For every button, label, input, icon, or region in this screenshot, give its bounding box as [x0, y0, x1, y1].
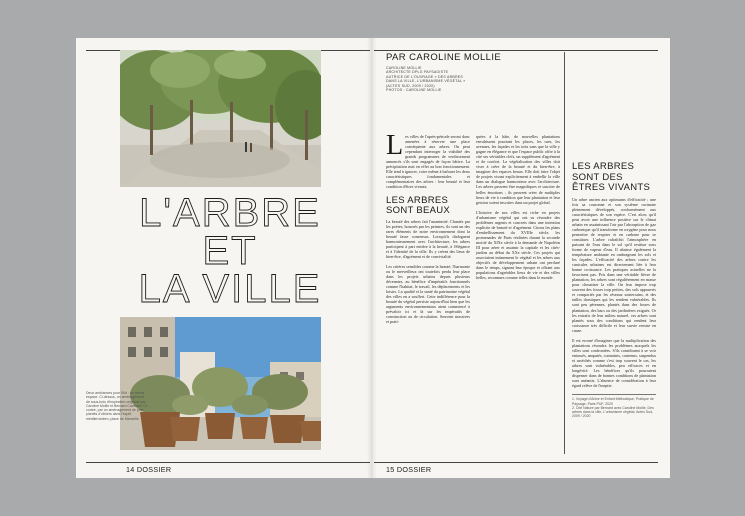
magazine-spread — [76, 38, 670, 478]
subheading-beauty: LES ARBRES SONT BEAUX — [386, 194, 451, 216]
page-folio-left: 14 DOSSIER — [126, 465, 172, 474]
bottom-rule — [86, 462, 370, 463]
column-1 — [386, 134, 470, 454]
top-rule-right — [374, 50, 658, 51]
paragraph: Les critères sensibles comme la beauté, l'harmonie ou le merveilleux ont toutefois perdu leur place dans les projets urbains depuis plusieurs décennies, au bénéfice d'impératifs fonctionnels comme l'habitat, le travail, les déplacements et les loisirs. La qualité et la santé du patrimoine végétal des villes en a souffert. Cette indifférence pour la beauté du végétal persiste aujourd'hui bien que les arguments environnementaux aient commencé à prévaloir ici et là sur les impératifs de construction ou de circulation. Souvent massives et prati- — [386, 263, 470, 325]
footnote: 2. Cité Nature par Bernard avec Caroline Mollie, Des arbres dans la ville, L'urbanisme végétal, Actes Sud, 2009 / 2020 — [572, 405, 654, 419]
column-divider — [564, 52, 565, 454]
paragraph: quées à la hâte, de nouvelles plantations envahissent pourtant les places, les rues, les avenues, les façades et les toits sans que la ville y gagne en élégance et que l'espace public offre à la cité ses véritables clefs, un supplément d'agrément et de confort. La végétalisation des villes doit viser à créer de la beauté et du bien-être, à imaginer des espaces beaux. Elle doit faire l'objet de projets visant explicitement à embellir la ville dans un dialogue harmonieux avec l'architecture. Les arbres peuvent être magnifiques et susciter de belles émotions ; ils peuvent créer de multiples lieux de vie à condition que leur plantation et leur gestion soient inscrites dans un projet global. — [476, 134, 560, 205]
credit-line: PHOTOS : CAROLINE MOLLIE — [386, 88, 442, 93]
title-line-3: LA VILLE — [138, 267, 322, 311]
column-3 — [572, 162, 656, 454]
title-line-1: L'ARBRE — [139, 191, 321, 235]
credit-line: (ACTES SUD, 2009 / 2020) — [386, 83, 435, 88]
intro-paragraph: es villes de l'après-période seront donc amenées à réserver une place conséquente aux arbres. On peut cependant interroger la viabilité des grands programmes de verdissement annoncés s'ils sont engagés de façon hâtive. La précipitation nuit en effet au bon fonctionnement. Elle tend à ignorer, voire même à bafouer les deux caractéristiques fondamentales et complémentaires des arbres : leur beauté et leur condition d'êtres vivants. — [386, 134, 470, 190]
credit-line: ARCHITECTE DPLG PAYSAGISTE — [386, 70, 449, 75]
footnote: 1. Voyage d'Arbre et Enfant Méthodique, Pratique de Paysage, Paris PUF, 2020 — [572, 397, 654, 406]
credit-line: CAROLINE MOLLIE — [386, 66, 422, 70]
left-page — [76, 38, 372, 478]
paragraph: L'histoire de nos villes est riche en projets d'urbanisme végétal qui ont su résoudre des problèmes urgents et concrets dans une intention explicite de beauté et d'agrément. Citons les plans d'embellissement du XVIIIe siècle, les promenades de Paris réalisées durant la seconde moitié du XIXe siècle à la demande de Napoléon III pour aérer et assainir la capitale et les cités-jardins au début du XXe siècle. Ces projets qui associaient intimement le végétal et les arbres aux objectifs de développement urbain ont perduré dans le temps, signant leur époque et offrant aux populations d'agréables lieux de vie et des villes belles, reconnues comme telles dans le monde. — [476, 209, 560, 281]
bottom-rule-right — [374, 462, 658, 463]
drop-cap: L — [386, 134, 404, 161]
right-page — [372, 38, 670, 478]
credit-line: AUTRICE DE L'OUVRAGE « DES ARBRES — [386, 74, 463, 79]
subheading-living: LES ARBRES SONT DES ÊTRES VIVANTS — [572, 162, 651, 193]
page-folio-right: 15 DOSSIER — [386, 465, 432, 474]
byline: PAR CAROLINE MOLLIE — [386, 52, 502, 63]
photo-tree-plaza — [120, 50, 321, 187]
article-title — [110, 191, 350, 311]
paragraph: La beauté des arbres fait l'unanimité. Chantés par les poètes, honorés par les peintres, ils sont un des rares éléments de notre environnement dont la beauté fasse consensus. Lorsqu'ils dialoguent harmonieusement avec l'architecture, les arbres participent à part entière à la beauté, à l'élégance et à l'identité de la ville. Ils y créent des lieux de bien-être, d'agrément et de convivialité. — [386, 218, 470, 259]
footnotes — [572, 394, 656, 418]
author-credits — [386, 66, 496, 96]
photo-caption: Deux ambiances pour l'ilôt : un même espace. Ci-dessus, un aménagement de sous-bois d'inspiration végétale par Caroline Mollie et Bernard Cavenne. Ci-contre, par un aménagement de pots plantés d'oliviers dans l'esprit méditerranéen, place de Marseille. — [86, 391, 148, 421]
paragraph: Un arbre ancien aux optimums d'efficacité ; une fois sa couronne et son système racinaire pleinement développés, conformément aux caractéristiques de son espèce. C'est alors qu'il peut avoir une influence positive sur le climat urbain en assainissant l'air par l'absorption de gaz carbonique qu'il transforme en oxygène pour nous permettre de respirer et en carbone pour se constituer. L'arbre rafraîchit l'atmosphère en puisant de l'eau dans le sol qu'il restitue sous forme de vapeur d'eau. Il abaisse également la température ambiante en ombrageant les sols et les façades. L'efficacité des arbres contre les canicules urbaines est directement liée à leur bonne croissance. Les pratiques actuelles ne la favorisent pas. Pris dans une véritable fièvre de plantation, les arbres sont régulièrement en masse pour climatiser la ville. On leur impose trop souvent des fosses trop petites, des sols appauvris et compactés par les réseaux souterrains, et des tailles drastiques qui les rendent vulnérables. Ils sont peu pérennes, plantés dans des fosses de plantation, des bacs ou des jardinières exiguës. Or les extraits de leur milieu naturel, ces arbres sont plantés sous des conditions qui rendent leur croissance très difficile et leur survie remise en cause. — [572, 196, 656, 333]
photo-olive-pots — [120, 317, 321, 450]
column-2 — [476, 134, 560, 414]
credit-line: DANS LA VILLE, L'URBANISME VÉGÉTAL » — [386, 79, 466, 84]
paragraph: Il est erroné d'imaginer que la multiplication des plantations résoudra les problèmes auxquels les villes sont confrontées. S'ils contribuent à se voir entassés, amputés, contraints, contenus, suspendus et asséchés comme c'est trop souvent le cas, les arbres sont vulnérables, peu efficaces et en longévité. Les bénéfices qu'ils pourraient dispenser dans de bonnes conditions de plantation sont anéantis. L'absence de considération à leur égard relève de l'ineptie. — [572, 337, 656, 389]
title-line-2: ET — [202, 229, 258, 273]
